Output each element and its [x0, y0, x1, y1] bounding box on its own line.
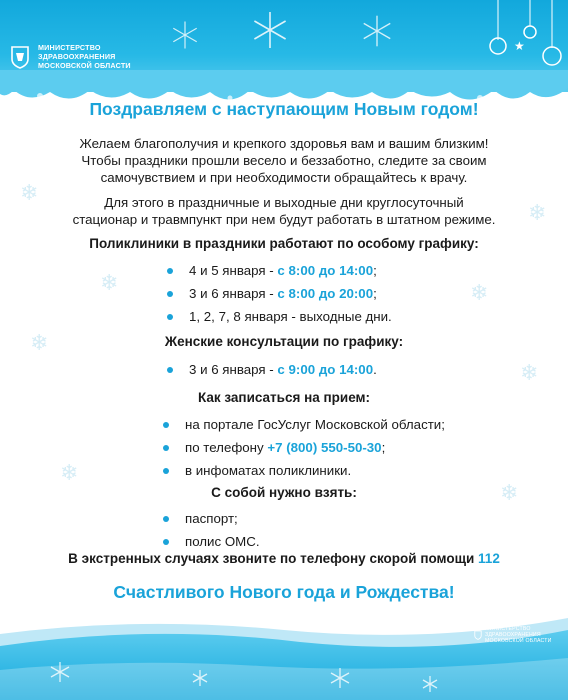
text-line: Для этого в праздничные и выходные дни круглосуточный [104, 195, 464, 210]
bring-heading: С собой нужно взять: [211, 485, 357, 500]
item-text: на портале ГосУслуг Московской области; [185, 417, 445, 432]
snowflake-icon [360, 14, 394, 48]
women-heading: Женские консультации по графику: [164, 334, 404, 349]
snowflake-icon: ❄ [30, 330, 49, 355]
coat-of-arms-icon [474, 630, 482, 640]
list-item [167, 361, 377, 384]
item-highlight: с 8:00 до 20:00 [277, 286, 374, 301]
ministry-logo-small [474, 626, 552, 644]
snowflake-icon: ❄ [528, 200, 547, 225]
item-suffix: . [373, 362, 377, 377]
info-paragraph [0, 194, 568, 228]
ministry-name-line: МОСКОВСКОЙ ОБЛАСТИ [485, 638, 552, 644]
dot-icon [163, 422, 169, 428]
ministry-logo [10, 43, 131, 70]
list-item [167, 262, 392, 285]
bring-list [163, 510, 260, 556]
ministry-name [485, 626, 552, 644]
dot-icon [163, 516, 169, 522]
greeting-title: Поздравляем с наступающим Новым годом! [89, 99, 479, 119]
snowflake-icon [170, 20, 200, 50]
dot-icon [167, 314, 173, 320]
clinics-list [167, 262, 392, 331]
item-text: 1, 2, 7, 8 января - выходные дни. [189, 309, 392, 324]
list-item [167, 285, 392, 308]
emergency-line [0, 551, 568, 566]
text-line: самочувствием и при необходимости обращайтесь к врачу. [100, 170, 468, 185]
snowflake-icon: ❄ [470, 280, 489, 305]
footer-band [0, 600, 568, 700]
closing-title: Счастливого Нового года и Рождества! [113, 582, 455, 602]
item-text: полис ОМС. [185, 534, 260, 549]
list-item [167, 308, 392, 331]
item-text: паспорт; [185, 511, 238, 526]
ministry-name-line: МОСКОВСКОЙ ОБЛАСТИ [38, 61, 131, 70]
dot-icon [167, 268, 173, 274]
snowflake-icon: ❄ [60, 460, 79, 485]
snowflake-icon: ❄ [20, 180, 39, 205]
ornament-icon [478, 0, 568, 80]
snowflake-icon: ❄ [100, 270, 119, 295]
emergency-text: В экстренных случаях звоните по телефону скорой помощи [68, 551, 479, 566]
women-list [167, 361, 377, 384]
item-highlight: с 9:00 до 14:00 [277, 362, 374, 377]
intro-paragraph [0, 135, 568, 186]
item-highlight: с 8:00 до 14:00 [277, 263, 374, 278]
svg-text:★: ★ [514, 39, 525, 53]
list-item [163, 510, 260, 533]
dot-icon [163, 468, 169, 474]
dot-icon [163, 539, 169, 545]
ministry-name-line: МИНИСТЕРСТВО [485, 626, 531, 632]
dot-icon [167, 291, 173, 297]
item-text: по телефону [185, 440, 268, 455]
text-line: Желаем благополучия и крепкого здоровья вам и вашим близким! [79, 136, 489, 151]
text-line: Чтобы праздники прошли весело и беззаботно, следите за своим [81, 153, 487, 168]
item-text: 3 и 6 января - [189, 286, 278, 301]
dot-icon [167, 367, 173, 373]
phone-number[interactable]: +7 (800) 550-50-30 [267, 440, 382, 455]
emergency-number[interactable]: 112 [478, 551, 500, 566]
item-text: 4 и 5 января - [189, 263, 278, 278]
dot-icon [163, 445, 169, 451]
list-item [163, 416, 445, 439]
snowflake-icon: ❄ [520, 360, 539, 385]
ministry-name-line: ЗДРАВООХРАНЕНИЯ [38, 52, 116, 61]
appointment-heading: Как записаться на прием: [197, 390, 371, 405]
list-item [163, 439, 445, 462]
list-item [163, 462, 445, 485]
ministry-name-line: ЗДРАВООХРАНЕНИЯ [485, 632, 541, 638]
snowflake-icon [250, 10, 290, 50]
appointment-list [163, 416, 445, 485]
item-text: в инфоматах поликлиники. [185, 463, 352, 478]
snowflake-icon: ❄ [500, 480, 519, 505]
item-suffix: ; [381, 440, 386, 455]
item-suffix: ; [373, 263, 377, 278]
ministry-name [38, 43, 131, 70]
text-line: стационар и травмпункт при нем будут работать в штатном режиме. [72, 212, 496, 227]
ministry-name-line: МИНИСТЕРСТВО [38, 43, 101, 52]
item-suffix: ; [373, 286, 377, 301]
coat-of-arms-icon [10, 45, 30, 69]
item-text: 3 и 6 января - [189, 362, 278, 377]
clinics-heading: Поликлиники в праздники работают по особому графику: [89, 236, 479, 251]
